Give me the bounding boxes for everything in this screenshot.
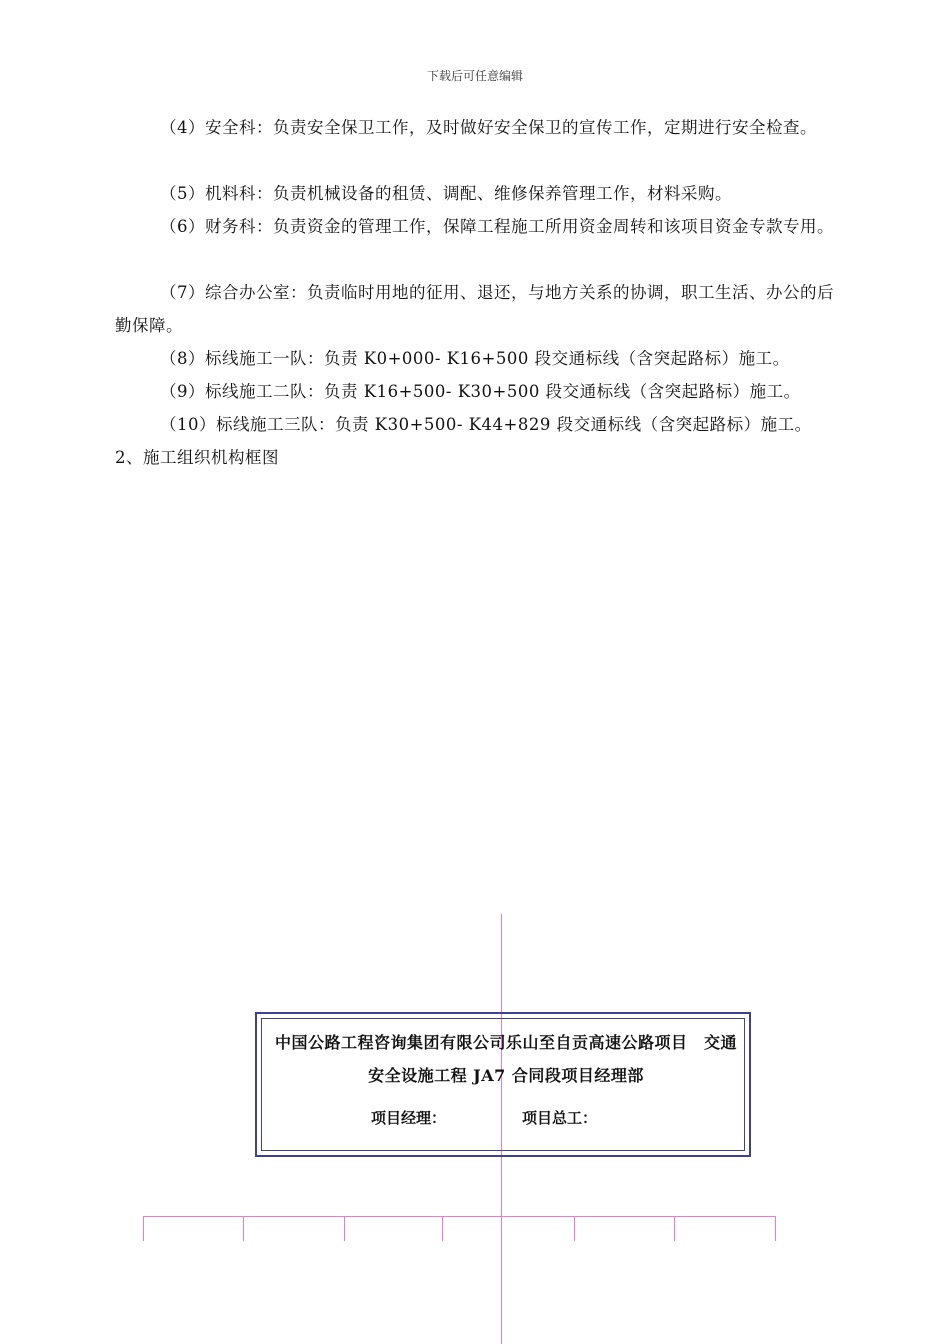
org-chart-branch-tick (344, 1216, 345, 1241)
org-chart-branch-tick (442, 1216, 443, 1241)
org-chart-branch-tick (243, 1216, 244, 1241)
paragraph-finance-dept: （6）财务科：负责资金的管理工作，保障工程施工所用资金周转和该项目资金专款专用。 (160, 217, 834, 236)
org-chart-branch-tick (574, 1216, 575, 1241)
paragraph-machinery-dept: （5）机料科：负责机械设备的租赁、调配、维修保养管理工作，材料采购。 (160, 184, 732, 203)
project-manager-label: 项目经理： (371, 1109, 447, 1127)
org-chart-branch-tick (143, 1216, 144, 1241)
project-management-box (255, 1012, 751, 1157)
org-chart-branch-tick (775, 1216, 776, 1241)
paragraph-general-office: （7）综合办公室：负责临时用地的征用、退还，与地方关系的协调，职工生活、办公的后勤保障。 (115, 283, 834, 335)
paragraph-marking-team-3: （10）标线施工三队：负责 K30+500- K44+829 段交通标线（含突起路标）施工。 (160, 415, 812, 434)
paragraph-marking-team-1: （8）标线施工一队：负责 K0+000- K16+500 段交通标线（含突起路标）施工。 (160, 349, 790, 368)
chief-engineer-label: 项目总工： (522, 1109, 598, 1127)
page-header-note: 下载后可任意编辑 (426, 69, 523, 83)
project-management-title: 中国公路工程咨询集团有限公司乐山至自贡高速公路项目 交通安全设施工程 JA7 合同段项目经理部 (274, 1033, 737, 1085)
section-heading: 2、施工组织机构框图 (115, 448, 279, 467)
org-chart-branch-tick (674, 1216, 675, 1241)
org-chart-horizontal-connector (143, 1216, 776, 1217)
paragraph-safety-dept: （4）安全科：负责安全保卫工作，及时做好安全保卫的宣传工作，定期进行安全检查。 (160, 118, 817, 137)
paragraph-marking-team-2: （9）标线施工二队：负责 K16+500- K30+500 段交通标线（含突起路标）施工。 (160, 382, 801, 401)
